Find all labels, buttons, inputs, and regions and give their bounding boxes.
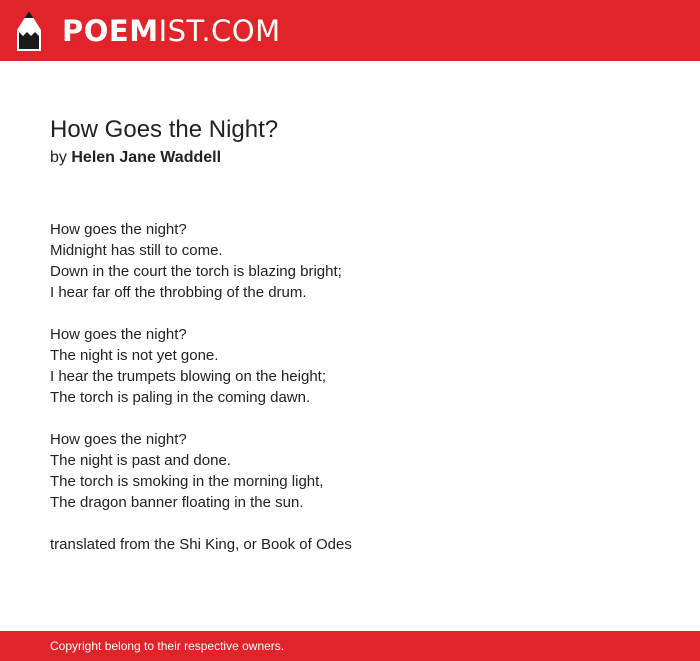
site-header: [0, 0, 700, 61]
poem-line: The dragon banner floating in the sun.: [50, 494, 304, 511]
poem-line: The night is past and done.: [50, 452, 231, 469]
poem-line: The torch is smoking in the morning light,: [50, 473, 324, 490]
poem-line: How goes the night?: [50, 221, 187, 238]
poem-line: The torch is paling in the coming dawn.: [50, 389, 311, 406]
brand-bold-text: POEM: [62, 14, 159, 48]
poem-line: How goes the night?: [50, 431, 187, 448]
by-label: by: [50, 149, 67, 166]
poem-title: How Goes the Night?: [50, 116, 279, 143]
poem-line: Down in the court the torch is blazing bright;: [50, 263, 342, 280]
stanza: [50, 429, 650, 513]
home-logo-link[interactable]: [16, 9, 281, 53]
poem-line: How goes the night?: [50, 326, 187, 343]
stanza: [50, 219, 650, 303]
brand-light-text: IST.COM: [158, 14, 281, 48]
pencil-icon: [16, 10, 42, 52]
poem-line: I hear the trumpets blowing on the height;: [50, 368, 327, 385]
site-logo-text: [62, 9, 281, 53]
poem-line: Midnight has still to come.: [50, 242, 223, 259]
poem-line: The night is not yet gone.: [50, 347, 219, 364]
translation-note: translated from the Shi King, or Book of Odes: [50, 536, 352, 553]
copyright-text: Copyright belong to their respective owners.: [50, 639, 285, 653]
poem-body: [50, 219, 650, 555]
poem-byline: [50, 149, 221, 167]
stanza: [50, 324, 650, 408]
poem-author: Helen Jane Waddell: [71, 149, 222, 166]
poem-line: I hear far off the throbbing of the drum.: [50, 284, 307, 301]
site-footer: [0, 631, 700, 661]
